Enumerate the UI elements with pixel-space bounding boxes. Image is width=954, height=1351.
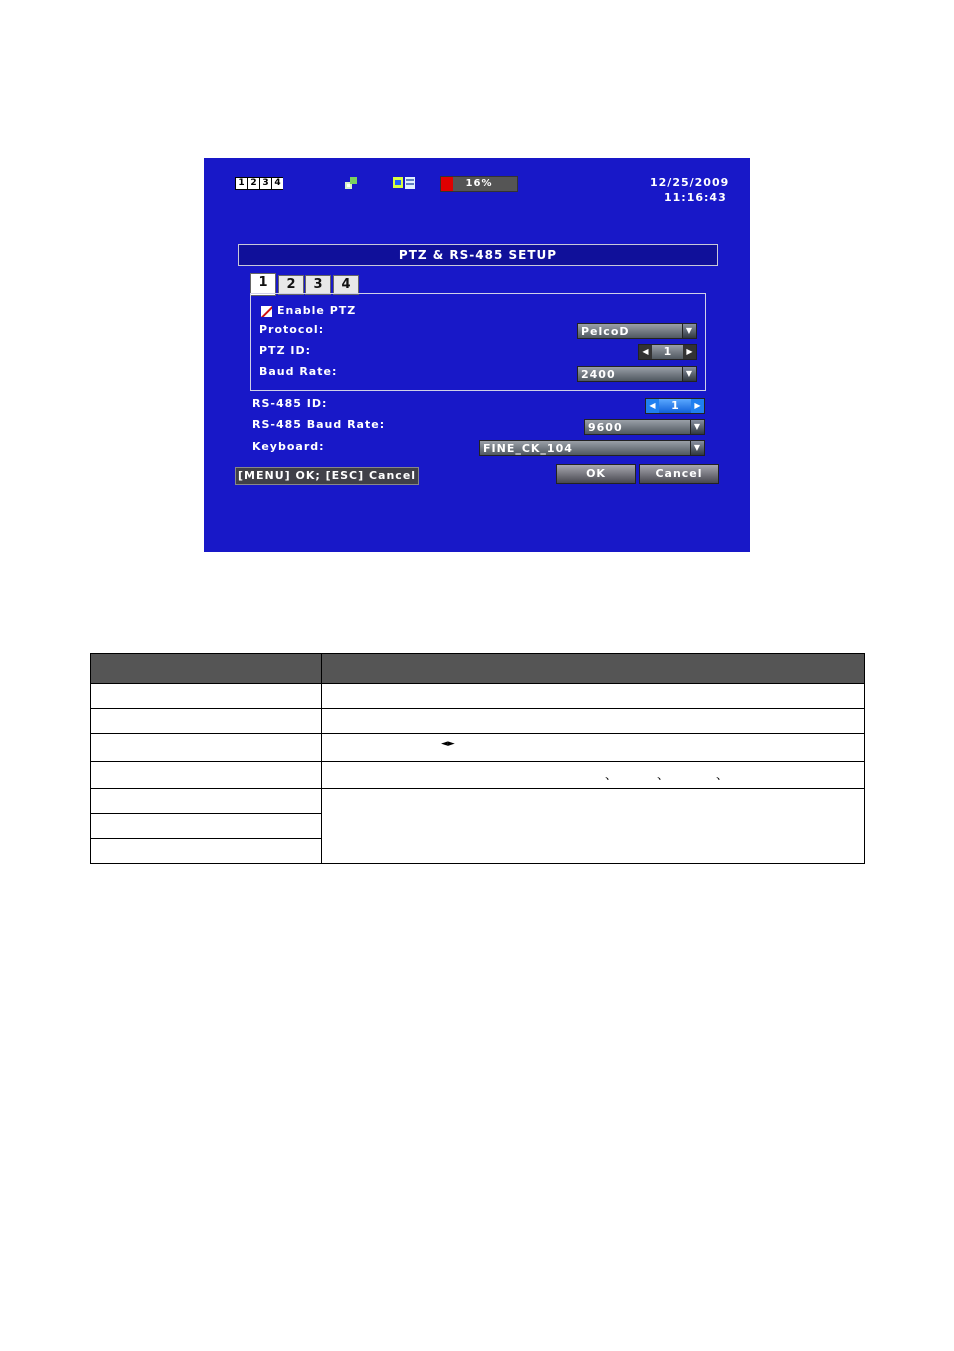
keyboard-label: Keyboard: <box>252 440 325 453</box>
decrease-arrow-icon[interactable]: ◀ <box>646 399 659 413</box>
table-cell <box>322 709 865 734</box>
ptz-id-label: PTZ ID: <box>259 344 311 357</box>
keyboard-dropdown[interactable] <box>479 440 705 456</box>
table-cell <box>91 814 322 839</box>
table-header-cell <box>91 654 322 684</box>
record-icon <box>393 176 417 190</box>
arrow-keys-glyph: ◄► <box>441 739 455 749</box>
increase-arrow-icon[interactable]: ▶ <box>683 345 696 359</box>
table-cell <box>322 734 865 762</box>
channel-2-indicator: 2 <box>248 178 259 189</box>
chevron-down-icon[interactable]: ▼ <box>682 367 696 381</box>
dialog-title: PTZ & RS-485 SETUP <box>238 244 718 266</box>
table-row <box>91 684 865 709</box>
enable-ptz-checkbox[interactable] <box>261 306 272 317</box>
settings-description-table <box>90 653 865 864</box>
separator-glyph: 、 <box>657 768 670 782</box>
tab-1[interactable]: 1 <box>250 273 276 296</box>
baud-rate-label: Baud Rate: <box>259 365 338 378</box>
table-cell <box>322 762 865 789</box>
table-cell <box>91 684 322 709</box>
baud-rate-dropdown[interactable] <box>577 366 697 382</box>
tab-4[interactable]: 4 <box>333 275 359 295</box>
hdd-usage-bar <box>440 176 518 192</box>
protocol-value: PelcoD <box>581 325 630 338</box>
separator-glyph: 、 <box>716 768 729 782</box>
cancel-button[interactable]: Cancel <box>639 464 719 484</box>
chevron-down-icon[interactable]: ▼ <box>690 420 704 434</box>
network-icon <box>344 176 358 190</box>
baud-rate-value: 2400 <box>581 368 616 381</box>
table-cell <box>322 684 865 709</box>
rs485-id-label: RS-485 ID: <box>252 397 328 410</box>
table-row <box>91 762 865 789</box>
rs485-baud-rate-value: 9600 <box>588 421 623 434</box>
table-header-cell <box>322 654 865 684</box>
separator-glyph: 、 <box>605 768 618 782</box>
keyboard-value: FINE_CK_104 <box>483 442 573 455</box>
enable-ptz-label: Enable PTZ <box>277 304 357 317</box>
table-cell <box>91 734 322 762</box>
ok-button[interactable]: OK <box>556 464 636 484</box>
table-row <box>91 734 865 762</box>
tab-3[interactable]: 3 <box>305 275 331 295</box>
chevron-down-icon[interactable]: ▼ <box>682 324 696 338</box>
table-cell <box>322 789 865 864</box>
table-row <box>91 709 865 734</box>
rs485-id-value: 1 <box>671 399 679 412</box>
channel-4-indicator: 4 <box>272 178 283 189</box>
rs485-id-stepper[interactable] <box>645 398 705 414</box>
table-cell <box>91 839 322 864</box>
table-header-row <box>91 654 865 684</box>
decrease-arrow-icon[interactable]: ◀ <box>639 345 652 359</box>
table-row <box>91 789 865 814</box>
ptz-id-value: 1 <box>663 345 672 358</box>
channel-3-indicator: 3 <box>260 178 271 189</box>
status-date: 12/25/2009 <box>650 176 730 189</box>
protocol-dropdown[interactable] <box>577 323 697 339</box>
rs485-baud-rate-dropdown[interactable] <box>584 419 705 435</box>
rs485-baud-rate-label: RS-485 Baud Rate: <box>252 418 386 431</box>
table-cell <box>91 709 322 734</box>
hdd-usage-text: 16% <box>465 178 493 189</box>
protocol-label: Protocol: <box>259 323 325 336</box>
status-time: 11:16:43 <box>664 191 727 204</box>
key-hint: [MENU] OK; [ESC] Cancel <box>235 467 419 485</box>
checkmark-icon <box>261 306 272 317</box>
channel-1-indicator: 1 <box>236 178 247 189</box>
tab-2[interactable]: 2 <box>278 275 304 295</box>
dvr-screen <box>204 158 750 552</box>
table-cell <box>91 762 322 789</box>
ptz-id-stepper[interactable] <box>638 344 697 360</box>
table-cell <box>91 789 322 814</box>
chevron-down-icon[interactable]: ▼ <box>690 441 704 455</box>
increase-arrow-icon[interactable]: ▶ <box>691 399 704 413</box>
